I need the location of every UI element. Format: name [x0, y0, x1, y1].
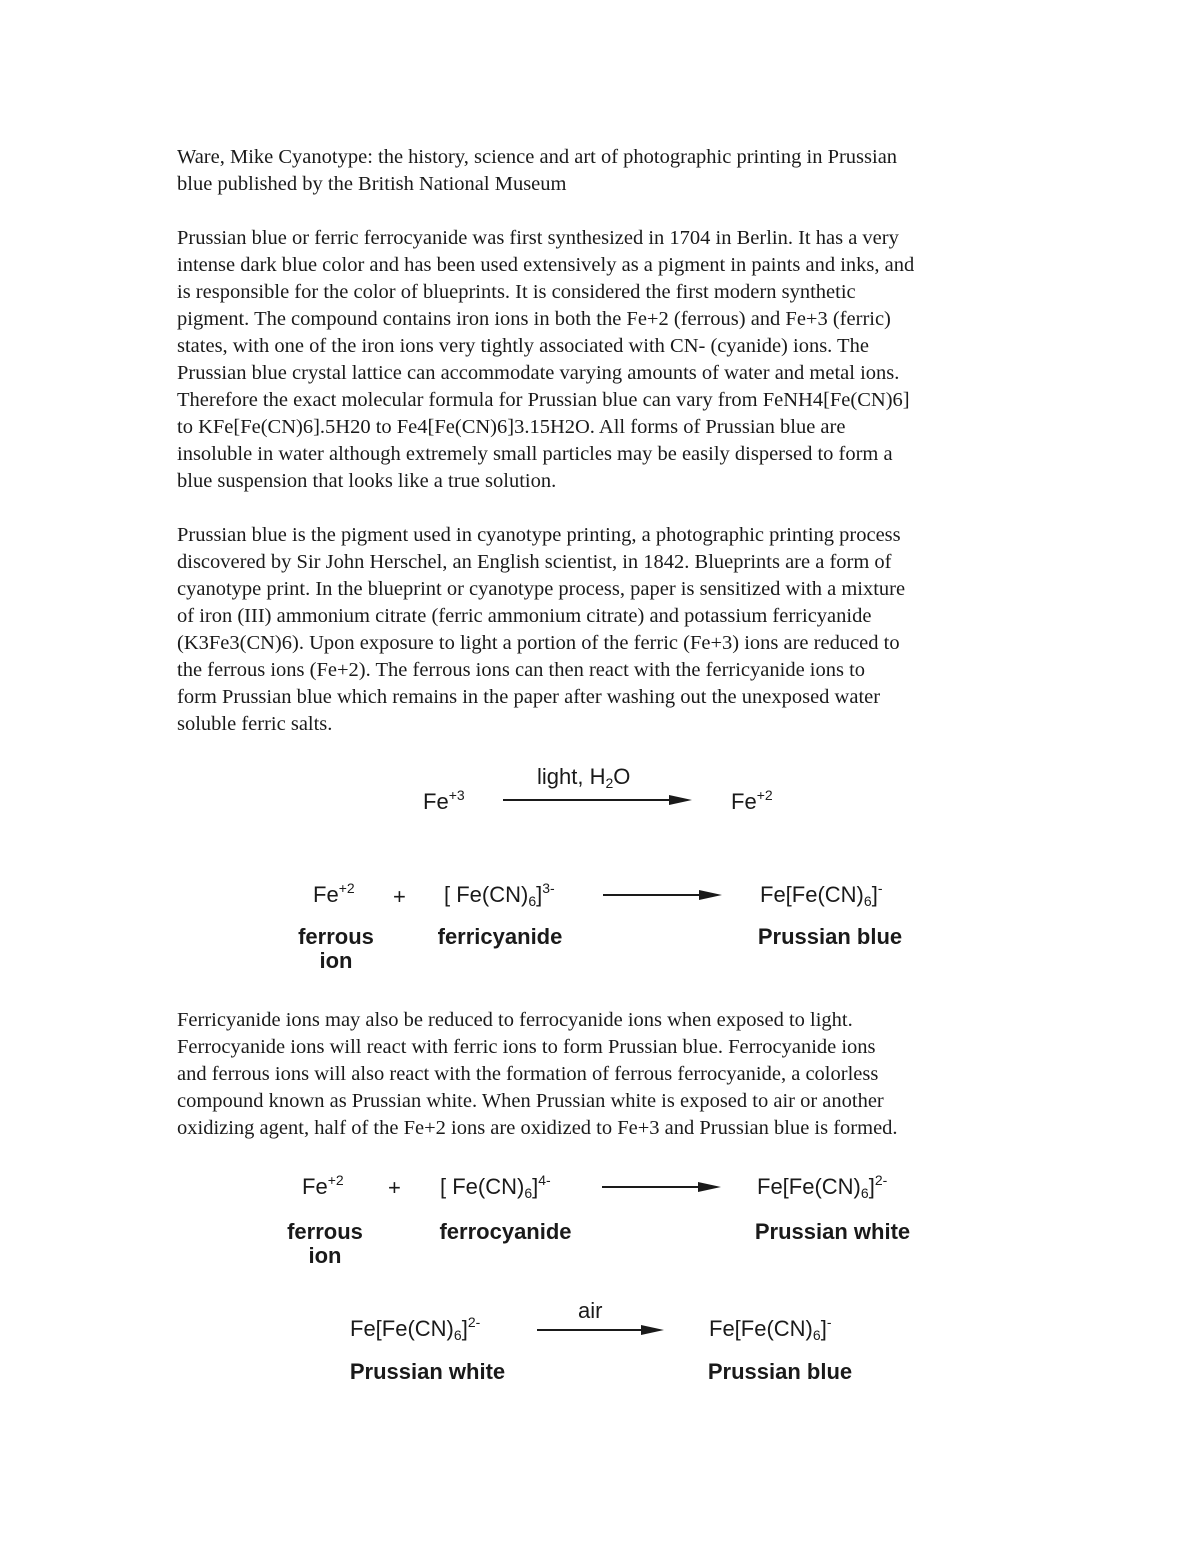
reaction4-label-prussian-white: Prussian white — [349, 1359, 506, 1384]
reaction1-product: $Fe^{+2}$ — [731, 787, 773, 814]
reaction1-condition: light, $H_2O$ — [537, 764, 631, 791]
reaction3-label-ferrous-ion: ferrous ion — [287, 1219, 363, 1268]
paragraph-1-line: is responsible for the color of blueprints. It is considered the first modern synthetic — [177, 281, 856, 303]
reaction4-label-prussian-blue: Prussian blue — [707, 1359, 853, 1384]
reaction4-reactant: $Fe[Fe(CN)_6]^{2-}$ — [350, 1314, 481, 1343]
paragraph-2-line: soluble ferric salts. — [177, 713, 333, 735]
paragraph-1-line: intense dark blue color and has been used extensively as a pigment in paints and inks, and — [177, 254, 915, 276]
reaction3-product: $Fe[Fe(CN)_6]^{2-}$ — [757, 1172, 888, 1201]
paragraph-3-line: oxidizing agent, half of the Fe+2 ions are oxidized to Fe+3 and Prussian blue is formed. — [177, 1117, 898, 1139]
reaction4-arrow — [537, 1322, 665, 1338]
paragraph-1-line: Prussian blue crystal lattice can accommodate varying amounts of water and metal ions. — [177, 362, 900, 384]
paragraph-2-line: Prussian blue is the pigment used in cyanotype printing, a photographic printing process — [177, 524, 901, 546]
citation-line: Ware, Mike Cyanotype: the history, science and art of photographic printing in Prussian — [177, 146, 898, 168]
reaction3-reactant-ferrocyanide: [ $Fe(CN)_6]^{4-}$ — [440, 1172, 551, 1201]
reaction4-product: $Fe[Fe(CN)_6]^-$ — [709, 1314, 832, 1343]
reaction1-reactant: $Fe^{+3}$ — [423, 787, 465, 814]
paragraph-2-line: form Prussian blue which remains in the paper after washing out the unexposed water — [177, 686, 881, 708]
reaction2-label-prussian-blue: Prussian blue — [757, 924, 903, 949]
paragraph-2-line: discovered by Sir John Herschel, an English scientist, in 1842. Blueprints are a form of — [177, 551, 892, 573]
paragraph-1-line: to KFe[Fe(CN)6].5H20 to Fe4[Fe(CN)6]3.15H2O. All forms of Prussian blue are — [177, 416, 846, 438]
reaction2-label-ferricyanide: ferricyanide — [437, 924, 563, 949]
paragraph-1-line: Prussian blue or ferric ferrocyanide was first synthesized in 1704 in Berlin. It has a very — [177, 227, 899, 249]
reaction2-arrow — [603, 887, 723, 903]
reaction2-reactant-ferricyanide: [ $Fe(CN)_6]^{3-}$ — [444, 880, 555, 909]
reaction2-reactant-ferrous: $Fe^{+2}$ — [313, 880, 355, 907]
paragraph-2-line: the ferrous ions (Fe+2). The ferrous ions can then react with the ferricyanide ions to — [177, 659, 866, 681]
paragraph-1-line: states, with one of the iron ions very tightly associated with CN- (cyanide) ions. The — [177, 335, 869, 357]
reaction2-product: $Fe[Fe(CN)_6]^-$ — [760, 880, 883, 909]
reaction3-arrow — [602, 1179, 722, 1195]
reaction3-plus: + — [388, 1175, 401, 1200]
paragraph-2-line: of iron (III) ammonium citrate (ferric ammonium citrate) and potassium ferricyanide — [177, 605, 872, 627]
paragraph-3-line: Ferrocyanide ions will react with ferric ions to form Prussian blue. Ferrocyanide ions — [177, 1036, 876, 1058]
paragraph-3-line: compound known as Prussian white. When Prussian white is exposed to air or another — [177, 1090, 884, 1112]
reaction3-label-ferrocyanide: ferrocyanide — [439, 1219, 572, 1244]
citation-line: blue published by the British National Museum — [177, 173, 567, 195]
reaction2-plus: + — [393, 884, 406, 909]
reaction3-reactant-ferrous: $Fe^{+2}$ — [302, 1172, 344, 1199]
reaction4-condition: air — [578, 1298, 603, 1323]
paragraph-2-line: cyanotype print. In the blueprint or cyanotype process, paper is sensitized with a mixture — [177, 578, 906, 600]
reaction2-label-ferrous-ion: ferrous ion — [298, 924, 374, 973]
reaction1-arrow — [503, 792, 693, 808]
reaction3-label-prussian-white: Prussian white — [754, 1219, 911, 1244]
paragraph-1-line: Therefore the exact molecular formula for Prussian blue can vary from FeNH4[Fe(CN)6] — [177, 389, 910, 411]
paragraph-1-line: insoluble in water although extremely small particles may be easily dispersed to form a — [177, 443, 893, 465]
paragraph-1-line: pigment. The compound contains iron ions in both the Fe+2 (ferrous) and Fe+3 (ferric) — [177, 308, 891, 330]
paragraph-3-line: Ferricyanide ions may also be reduced to ferrocyanide ions when exposed to light. — [177, 1009, 853, 1031]
paragraph-3-line: and ferrous ions will also react with the formation of ferrous ferrocyanide, a colorless — [177, 1063, 879, 1085]
paragraph-2-line: (K3Fe3(CN)6). Upon exposure to light a portion of the ferric (Fe+3) ions are reduced to — [177, 632, 900, 654]
paragraph-1-line: blue suspension that looks like a true solution. — [177, 470, 557, 492]
